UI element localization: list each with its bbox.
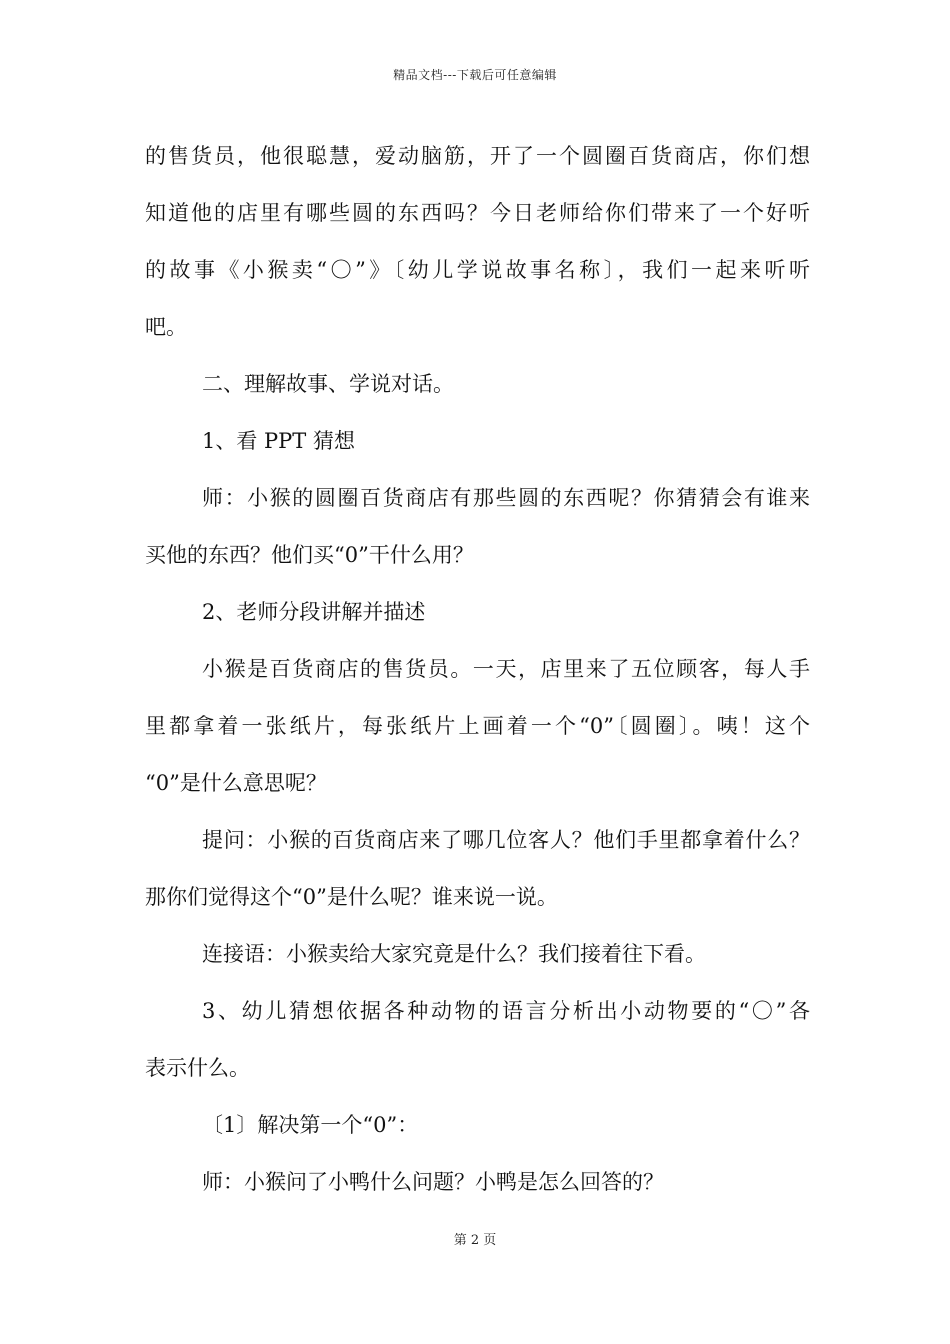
document-body [145,128,810,1211]
paragraph-line: 那你们觉得这个“0”是什么呢？谁来说一说。 [145,885,558,909]
page-number: 第 2 页 [453,1233,497,1248]
sub-step-heading: 〔1〕解决第一个“0”： [202,1113,419,1137]
paragraph-line: 里都拿着一张纸片，每张纸片上画着一个“0”〔圆圈〕。咦！这个 [145,714,810,738]
paragraph-line: 提问：小猴的百货商店来了哪几位客人？他们手里都拿着什么？ [202,828,810,852]
step-heading: 3、幼儿猜想依据各种动物的语言分析出小动物要的“〇”各 [202,999,810,1023]
paragraph-line: 的售货员，他很聪慧，爱动脑筋，开了一个圆圈百货商店，你们想 [145,144,810,168]
paragraph-line: 师：小猴问了小鸭什么问题？小鸭是怎么回答的？ [202,1170,664,1194]
paragraph-line: 小猴是百货商店的售货员。一天，店里来了五位顾客，每人手 [202,657,810,681]
paragraph-line: 的故事《小猴卖“〇”》〔幼儿学说故事名称〕，我们一起来听听 [145,258,810,282]
page-header: 精品文档---下载后可任意编辑 [393,68,557,82]
paragraph-line: 知道他的店里有哪些圆的东西吗？今日老师给你们带来了一个好听 [145,201,810,225]
step-heading: 2、老师分段讲解并描述 [202,600,426,624]
paragraph-line: 表示什么。 [145,1056,250,1080]
paragraph-line: 连接语：小猴卖给大家究竟是什么？我们接着往下看。 [202,942,706,966]
paragraph-line: “0”是什么意思呢？ [145,771,327,795]
paragraph-line: 买他的东西？他们买“0”干什么用？ [145,543,474,567]
paragraph-line: 吧。 [145,315,187,339]
step-heading: 1、看 PPT 猜想 [202,429,355,453]
section-heading: 二、理解故事、学说对话。 [202,372,454,396]
paragraph-line: 师：小猴的圆圈百货商店有那些圆的东西呢？你猜猜会有谁来 [202,486,810,510]
